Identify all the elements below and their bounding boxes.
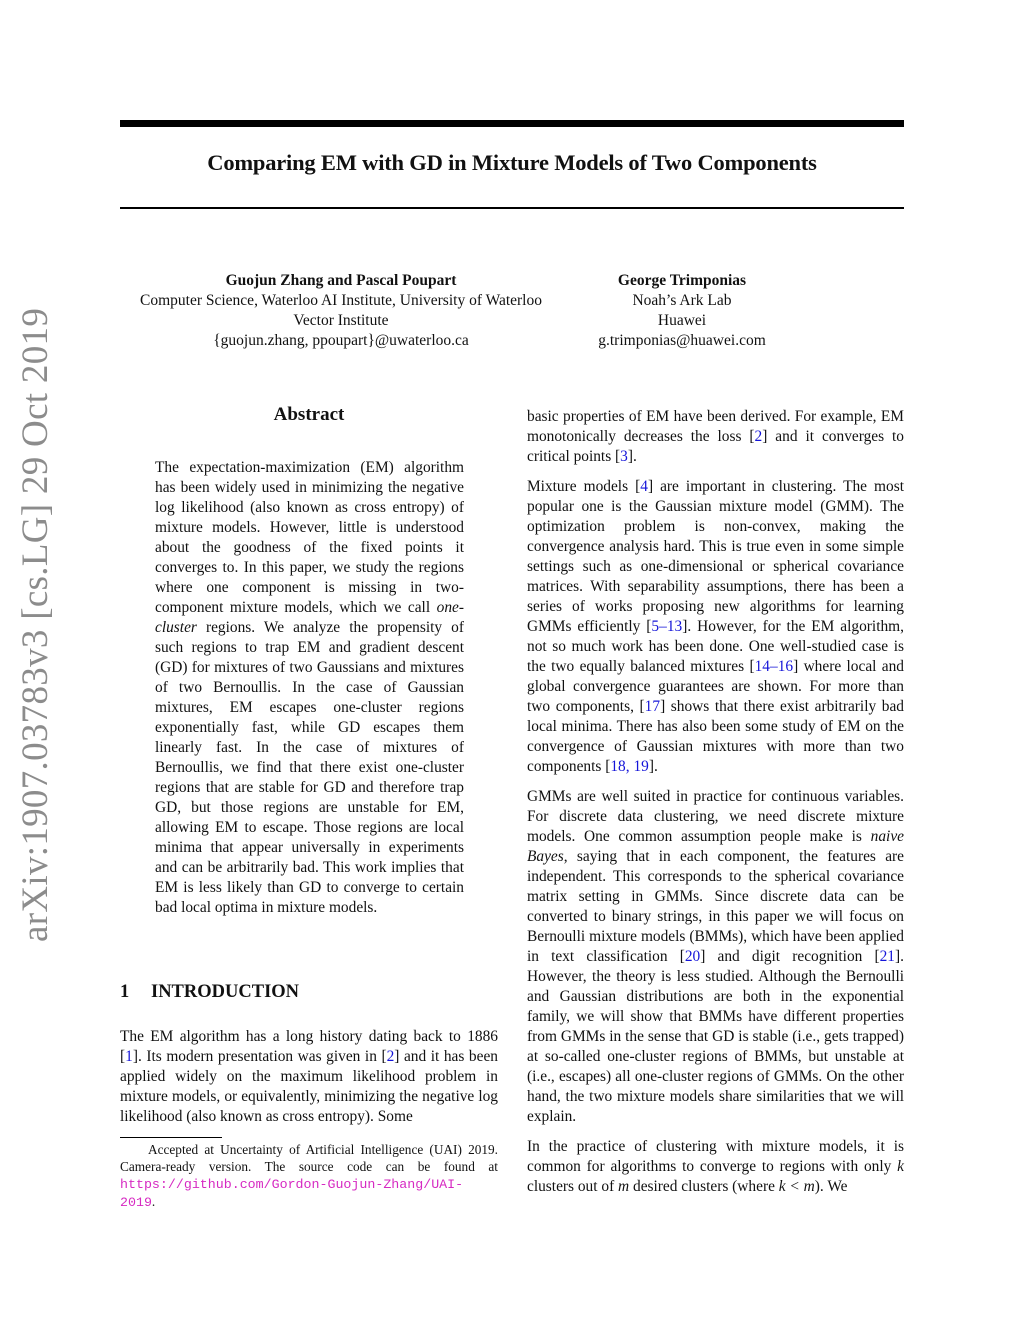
citation-link[interactable]: 14–16 — [754, 658, 794, 675]
body-text: GMMs are well suited in practice for continuous variables. For discrete data clustering, we need discrete mixture models. One common assumption people make is — [527, 788, 904, 845]
body-text: In the practice of clustering with mixture models, it is common for algorithms to converge to regions with only — [527, 1138, 904, 1175]
citation-link[interactable]: 2 — [754, 428, 763, 445]
body-paragraph — [527, 787, 904, 1127]
body-text: ]. Its modern presentation was given in [ — [132, 1048, 387, 1065]
body-text: desired clusters (where — [629, 1178, 779, 1195]
body-text: ]. However, for the EM algorithm, not so much work has been done. One well-studied case is the two equally balanced mixtures [ — [527, 618, 904, 675]
author-affiliation: Computer Science, Waterloo AI Institute, University of Waterloo — [140, 292, 542, 309]
paper-title: Comparing EM with GD in Mixture Models of Two Components — [207, 150, 817, 175]
body-text: ] and it converges to critical points [ — [527, 428, 904, 465]
footnote-rule — [120, 1137, 222, 1138]
author-affiliation: Vector Institute — [293, 312, 389, 329]
author-affiliation: Noah’s Ark Lab — [632, 292, 732, 309]
citation-link[interactable]: 21 — [879, 948, 895, 965]
body-text: , saying that in each component, the features are independent. This corresponds to the spherical covariance matrix setting in GMMs. Since discrete data can be converted to binary strings, in this paper we will focus on Bernoulli mixture models (BMMs), which have been applied in text classification [ — [527, 848, 904, 965]
body-text: ). We — [814, 1178, 848, 1195]
citation-link[interactable]: 2 — [386, 1048, 395, 1065]
body-text: ]. However, the theory is less studied. Although the Bernoulli and Gaussian distributions are both in the exponential family, we will show that BMMs have different properties from GMMs in the sense that GD is stable (i.e., gets trapped) at so-called one-cluster regions of BMMs, but unstable at (i.e., escapes) all one-cluster regions of GMMs. On the other hand, the two mixture models share similarities that we will explain. — [527, 948, 904, 1125]
title-bottom-rule — [120, 207, 904, 209]
body-paragraph — [527, 477, 904, 777]
body-text: Mixture models [ — [527, 478, 641, 495]
emphasis-text: naive Bayes — [527, 828, 904, 865]
author-email: {guojun.zhang, ppoupart}@uwaterloo.ca — [213, 332, 469, 349]
citation-link[interactable]: 20 — [684, 948, 701, 965]
abstract-body — [155, 458, 464, 918]
abstract-emphasis: one-cluster — [155, 599, 464, 636]
arxiv-identifier-stamp: arXiv:1907.03783v3 [cs.LG] 29 Oct 2019 — [15, 307, 56, 942]
citation-link[interactable]: 1 — [125, 1048, 133, 1065]
body-text: ]. — [648, 758, 658, 775]
body-paragraph — [527, 407, 904, 467]
abstract-text: The expectation-maximization (EM) algorithm has been widely used in minimizing the negative log likelihood (also known as cross entropy) of mixture models. However, little is understood about the goodness of the fixed points it converges to. In this paper, we study the regions where one component is missing in two-component mixture models, which we call — [155, 459, 464, 616]
footnote — [120, 1141, 498, 1211]
body-text: ] are important in clustering. The most popular one is the Gaussian mixture model (GMM). The optimization problem is non-convex, making the convergence analysis hard. This is true even in some simple settings such as one-dimensional or spherical covariance matrices. With separability assumptions, there has been a series of works proposing new algorithms for learning GMMs efficiently [ — [527, 478, 904, 635]
citation-link[interactable]: 5–13 — [651, 618, 683, 635]
math-symbol: m — [618, 1178, 630, 1195]
title-top-rule — [120, 120, 904, 127]
intro-paragraph — [120, 1027, 498, 1127]
author-affiliation: Huawei — [657, 312, 707, 329]
citation-link[interactable]: 3 — [620, 448, 628, 465]
math-expression: k < m — [778, 1178, 815, 1195]
author-names: George Trimponias — [617, 272, 747, 289]
body-text: ] and digit recognition [ — [700, 948, 880, 965]
citation-link[interactable]: 4 — [640, 478, 648, 495]
body-text: basic properties of EM have been derived. For example, EM monotonically decreases the loss [ — [527, 408, 904, 445]
author-email: g.trimponias@huawei.com — [598, 332, 766, 349]
section-heading-introduction — [120, 982, 299, 1003]
body-text: ] where local and global convergence guarantees are shown. For more than two components, [ — [527, 658, 904, 715]
body-text: clusters out of — [527, 1178, 619, 1195]
citation-link[interactable]: 17 — [644, 698, 661, 715]
author-block-right — [582, 271, 782, 351]
body-text: ] and it has been applied widely on the maximum likelihood problem in mixture models, or equivalently, minimizing the negative log likelihood (also known as cross entropy). Some — [120, 1048, 498, 1125]
body-text: The EM algorithm has a long history dating back to 1886 [ — [120, 1028, 498, 1065]
author-names: Guojun Zhang and Pascal Poupart — [225, 272, 457, 289]
section-title: INTRODUCTION — [151, 982, 300, 1002]
body-paragraph — [527, 1137, 904, 1197]
source-code-url-link[interactable]: https://github.com/Gordon-Guojun-Zhang/UAI-2019 — [120, 1177, 464, 1210]
body-text: ] shows that there exist arbitrarily bad local minima. There has also been some study of EM on the convergence of Gaussian mixtures with more than two components [ — [527, 698, 904, 775]
citation-link[interactable]: 18, 19 — [610, 758, 649, 775]
author-block-left — [120, 271, 562, 351]
footnote-text: Accepted at Uncertainty of Artificial Intelligence (UAI) 2019. Camera-ready version. The source code can be found at — [120, 1142, 498, 1174]
abstract-heading: Abstract — [273, 404, 345, 425]
abstract-text: regions. We analyze the propensity of such regions to trap EM and gradient descent (GD) for mixtures of two Gaussians and mixtures of two Bernoullis. In the case of Gaussian mixtures, EM escapes one-cluster regions exponentially fast, while GD escapes them linearly fast. In the case of mixtures of Bernoullis, we find that there exist one-cluster regions that are stable for GD and therefore trap GD, but those regions are unstable for EM, allowing EM to escape. Those regions are local minima that appear universally in experiments and can be arbitrarily bad. This work implies that EM is less likely than GD to converge to certain bad local optima in mixture models. — [155, 619, 464, 916]
math-symbol: k — [897, 1158, 904, 1175]
footnote-text: . — [151, 1194, 156, 1209]
body-text: ]. — [627, 448, 637, 465]
section-number: 1 — [120, 982, 130, 1002]
